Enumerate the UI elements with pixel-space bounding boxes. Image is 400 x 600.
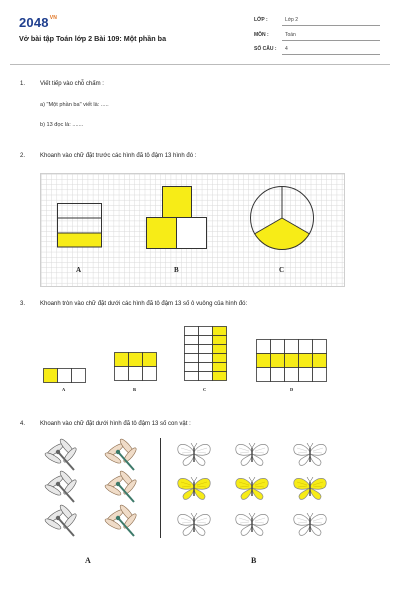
grid-c: [184, 326, 228, 381]
butterfly-icon: [236, 443, 268, 465]
grid-d: [256, 339, 328, 382]
question-2-text: Khoanh vào chữ đặt trước các hình đã tô đậm 13 hình đó :: [40, 153, 197, 159]
option-c-label[interactable]: C: [203, 387, 207, 392]
page-title: Vở bài tập Toán lớp 2 Bài 109: Một phần ba: [19, 34, 167, 43]
option-a-label[interactable]: A: [76, 266, 82, 274]
grid-a: [43, 368, 87, 383]
butterfly-icon: [236, 477, 268, 499]
meta-label-class: LỚP :: [254, 17, 268, 23]
site-logo[interactable]: [19, 15, 57, 30]
grid-b: [114, 352, 158, 381]
shape-c-circle: [250, 186, 314, 250]
option-b-label[interactable]: B: [174, 266, 179, 274]
butterfly-icon: [178, 513, 210, 535]
butterfly-icon: [178, 477, 210, 499]
dragonfly-icon: [104, 469, 138, 502]
question-3-number: 3.: [20, 301, 26, 307]
butterfly-icon: [178, 443, 210, 465]
meta-value-subject: Toán: [285, 32, 296, 38]
question-4-number: 4.: [20, 421, 26, 427]
dragonfly-icon: [44, 437, 78, 470]
meta-value-class: Lớp 2: [285, 17, 299, 23]
option-a-label[interactable]: A: [62, 387, 66, 392]
option-a-label[interactable]: A: [85, 556, 91, 565]
shape-b-blocks: [146, 186, 208, 250]
meta-label-count: SỐ CÂU :: [254, 46, 277, 52]
option-b-label[interactable]: B: [133, 387, 137, 392]
meta-underline: [282, 40, 380, 41]
header-divider: [10, 64, 390, 65]
question-4-text: Khoanh vào chữ đặt dưới hình đã tô đậm 13 số con vật :: [40, 421, 191, 427]
meta-label-subject: MÔN :: [254, 32, 269, 38]
option-b-label[interactable]: B: [251, 556, 257, 565]
dragonfly-icon: [104, 437, 138, 470]
question-1-part-a: a) "Một phần ba" viết là: .....: [40, 102, 109, 108]
shaded-part: [58, 233, 102, 247]
logo-text: 2048: [19, 15, 49, 30]
option-d-label[interactable]: D: [290, 387, 294, 392]
dragonfly-icon: [104, 503, 138, 536]
question-1-text: Viết tiếp vào chỗ chấm :: [40, 81, 104, 87]
butterfly-group: [170, 436, 340, 546]
dragonfly-icon: [44, 503, 78, 536]
meta-underline: [282, 25, 380, 26]
butterfly-icon: [294, 513, 326, 535]
butterfly-icon: [294, 443, 326, 465]
dragonfly-icon: [44, 469, 78, 502]
question-3-text: Khoanh tròn vào chữ đặt dưới các hình đã tô đậm 13 số ô vuông của hình đó:: [40, 301, 248, 307]
meta-value-count: 4: [285, 46, 288, 52]
butterfly-icon: [236, 513, 268, 535]
shape-a-rectangle: [57, 203, 102, 248]
column-separator: [160, 438, 161, 538]
question-1-part-b: b) 13 đọc là: .......: [40, 122, 84, 128]
butterfly-icon: [294, 477, 326, 499]
option-c-label[interactable]: C: [279, 266, 285, 274]
question-1-number: 1.: [20, 81, 26, 87]
logo-suffix: VN: [49, 15, 58, 21]
question-2-number: 2.: [20, 153, 26, 159]
meta-underline: [282, 54, 380, 55]
dragonfly-group: [40, 436, 150, 546]
